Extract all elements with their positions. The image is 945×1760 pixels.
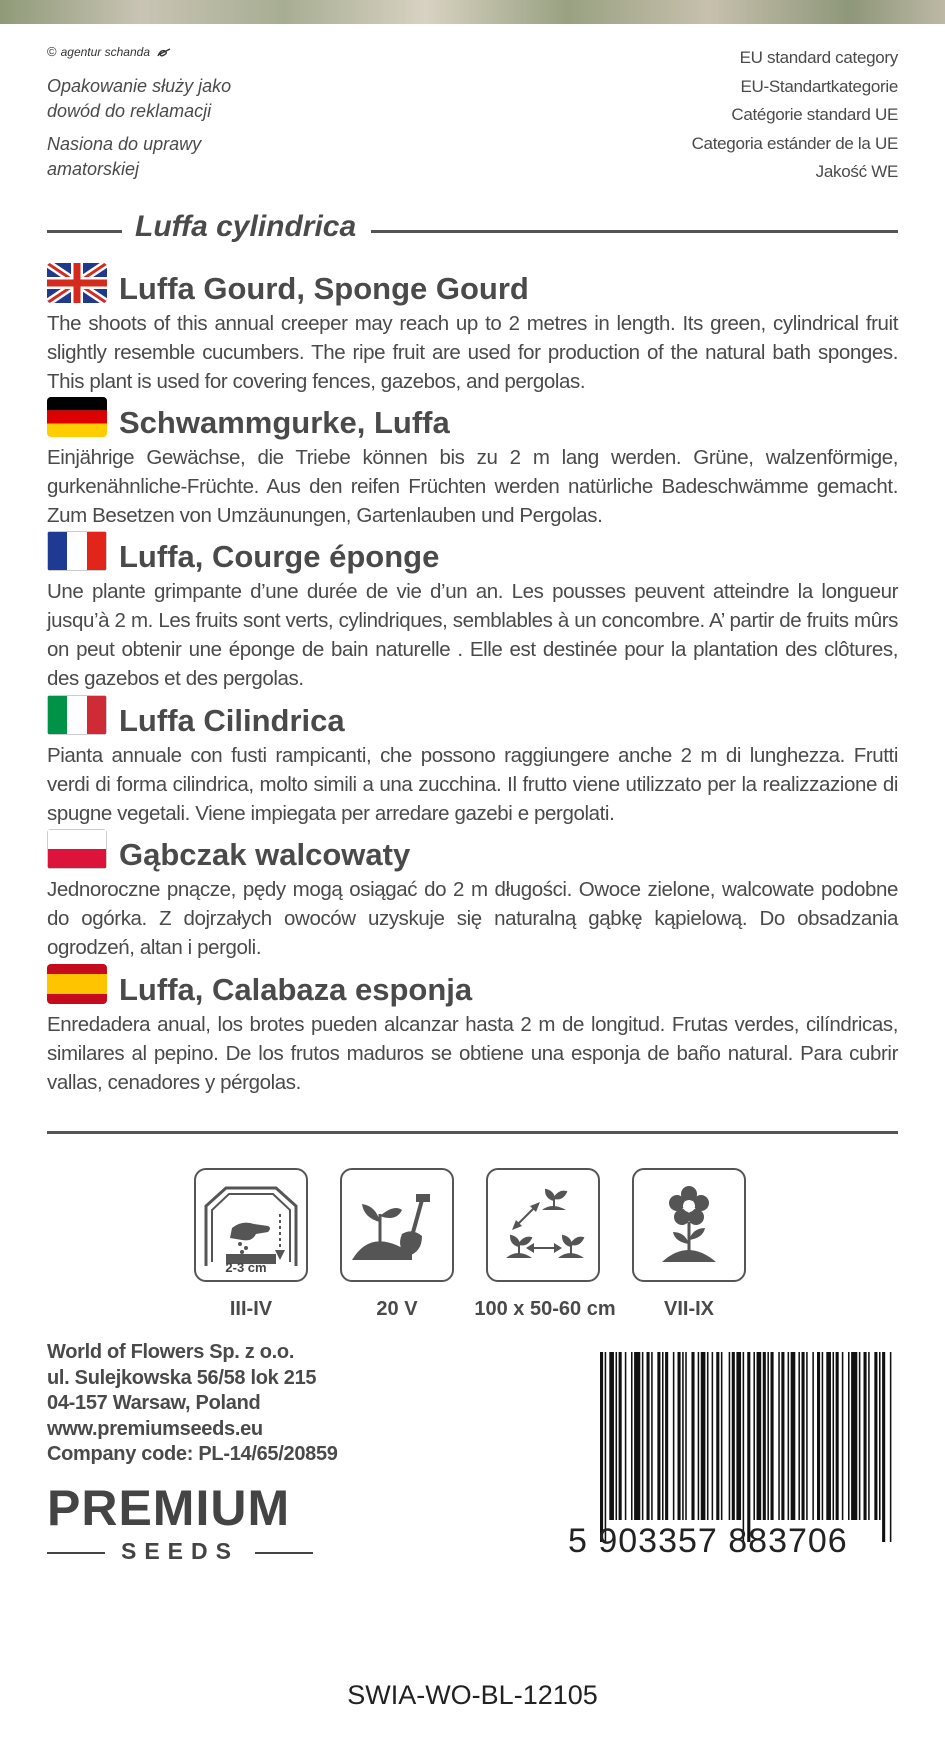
- barcode-bar: [842, 1352, 844, 1520]
- language-title-de: Schwammgurke, Luffa: [119, 405, 450, 440]
- language-body-en: The shoots of this annual creeper may reach up to 2 metres in length. Its green, cylindrical fruit slightly resemble cucumbers. The ripe fruit are used for production of the natural bath sponges. This plant is used for covering fences, gazebos, and pergolas.: [47, 312, 898, 393]
- copyright-symbol: ©: [47, 44, 57, 59]
- france-flag-icon: [47, 531, 107, 571]
- language-section-en: [47, 263, 898, 396]
- barcode-bar: [647, 1352, 650, 1520]
- barcode-bar: [642, 1352, 644, 1520]
- company-code: Company code: PL-14/65/20859: [47, 1443, 338, 1465]
- germany-flag-icon: [47, 397, 107, 437]
- barcode-bar: [698, 1352, 700, 1520]
- barcode-bar: [619, 1352, 622, 1520]
- eu-category-es: Categoria estánder de la UE: [691, 133, 898, 153]
- barcode-bar: [651, 1352, 653, 1520]
- eu-category-pl: Jakość WE: [815, 162, 898, 181]
- divider-line: [371, 230, 898, 233]
- complaint-note: Opakowanie służy jako dowód do reklamacji: [47, 76, 232, 121]
- barcode-bar: [879, 1352, 881, 1520]
- barcode-bar: [657, 1352, 660, 1520]
- logo-line: [255, 1552, 313, 1554]
- language-body-it: Pianta annuale con fusti rampicanti, che possono raggiungere anche 2 m di lunghezza. Frutti verdi di forma cilindrica, molto simili a una zucchina. Il frutto viene utilizzato per la realizzazione di spugne vegetali. Viene impiegata per arredare gazebi e pergolati.: [47, 744, 898, 825]
- copyright-line: [47, 44, 171, 59]
- header-photo-strip: [0, 0, 945, 24]
- brand-sub-text: SEEDS: [121, 1538, 239, 1564]
- barcode-bar: [682, 1352, 684, 1520]
- language-section-de: [47, 397, 898, 530]
- latin-name: Luffa cylindrica: [135, 210, 357, 243]
- barcode-bar: [791, 1352, 796, 1520]
- language-body-es: Enredadera anual, los brotes pueden alcanzar hasta 2 m de longitud. Frutas verdes, cilíndricas, similares al pepino. De los frutos maduros se obtiene una esponja de baño natural. Para cubrir vallas, cenadores y pérgolas.: [47, 1013, 898, 1094]
- barcode-bar: [609, 1352, 614, 1520]
- eu-category-fr: Catégorie standard UE: [731, 105, 898, 124]
- barcode-bar: [822, 1352, 824, 1520]
- barcode-bar: [747, 1352, 750, 1542]
- barcode-bar: [665, 1352, 668, 1520]
- company-name: World of Flowers Sp. z o.o.: [47, 1341, 295, 1363]
- language-body-de: Einjährige Gewächse, die Triebe können bis zu 2 m lang werden. Grüne, walzenförmige, gurkenähnliche-Früchte. Aus den reifen Früchten werden natürliche Badeschwämme gemacht. Zum Besetzen von Umzäunungen, Gartenlauben und Pergolas.: [47, 446, 898, 527]
- barcode-bar: [691, 1352, 694, 1520]
- language-body-pl: Jednoroczne pnącze, pędy mogą osiągać do 2 m długości. Owoce zielone, walcowate podobne do ogórka. Z dojrzałych owoców uzyskuje się naturalną gąbkę kąpielową. Do obsadzania ogrodzeń, altan i pergoli.: [47, 878, 898, 959]
- barcode-bar: [631, 1352, 633, 1520]
- sowing-depth-label: 2-3 cm: [225, 1260, 267, 1275]
- language-section-pl: [47, 829, 898, 962]
- barcode-bar: [707, 1352, 709, 1520]
- language-title-it: Luffa Cilindrica: [119, 703, 345, 738]
- barcode-bar: [859, 1352, 861, 1520]
- barcode-bar: [662, 1352, 664, 1520]
- language-title-es: Luffa, Calabaza esponja: [119, 972, 473, 1007]
- barcode-bar: [833, 1352, 835, 1520]
- barcode-bar: [605, 1352, 607, 1542]
- barcode-bar: [868, 1352, 870, 1520]
- company-address-street: ul. Sulejkowska 56/58 lok 215: [47, 1366, 317, 1389]
- language-title-fr: Luffa, Courge éponge: [119, 539, 440, 574]
- barcode-bar: [753, 1352, 755, 1520]
- plant-spacing-icon: [486, 1168, 600, 1282]
- barcode-bar: [763, 1352, 766, 1520]
- barcode-bar: [890, 1352, 892, 1542]
- barcode-bar: [836, 1352, 839, 1520]
- flowering-period-label: VII-IX: [663, 1298, 714, 1320]
- barcode-bar: [771, 1352, 774, 1520]
- language-title-en: Luffa Gourd, Sponge Gourd: [119, 271, 529, 306]
- company-address-city: 04-157 Warsaw, Poland: [47, 1392, 261, 1414]
- barcode-bar: [757, 1352, 762, 1520]
- barcode-bar: [826, 1352, 831, 1520]
- barcode-bar: [812, 1352, 814, 1520]
- spain-flag-icon: [47, 964, 107, 1004]
- barcode-bar: [732, 1352, 735, 1520]
- barcode-bar: [767, 1352, 769, 1520]
- company-website: www.premiumseeds.eu: [47, 1417, 263, 1440]
- language-section-es: [47, 964, 898, 1097]
- barcode-bar: [673, 1352, 675, 1520]
- barcode-bar: [864, 1352, 867, 1520]
- barcode-bar: [634, 1352, 640, 1520]
- amateur-note: Nasiona do uprawy amatorskiej: [47, 134, 202, 179]
- barcode-bar: [788, 1352, 790, 1520]
- product-code: SWIA-WO-BL-12105: [347, 1680, 598, 1710]
- barcode-bar: [716, 1352, 719, 1520]
- barcode-bar: [721, 1352, 723, 1520]
- eu-category-list: [692, 44, 898, 187]
- barcode-bar: [729, 1352, 731, 1520]
- uk-flag-icon: [47, 263, 107, 303]
- language-section-it: [47, 695, 898, 828]
- language-body-fr: Une plante grimpante d’une durée de vie d’un an. Les pousses peuvent atteindre la longueur jusqu’à 2 m. Les fruits sont verts, cylindriques, semblables à un concombre. A’ partir de fruits mûrs on peut obtenir une éponge de bain naturelle . Elle est destinée pour la plantation des clôtures, des gazebos et des pergolas.: [47, 580, 898, 690]
- barcode-bar: [848, 1352, 850, 1520]
- barcode-bar: [798, 1352, 800, 1520]
- eu-category-de: EU-Standartkategorie: [740, 76, 898, 96]
- spacing-label: 100 x 50-60 cm: [474, 1298, 616, 1320]
- barcode-bar: [806, 1352, 808, 1520]
- barcode-bar: [685, 1352, 687, 1520]
- greenhouse-sowing-icon: [194, 1168, 308, 1282]
- barcode-number: 5 903357 883706: [568, 1522, 848, 1560]
- barcode-bar: [778, 1352, 780, 1520]
- language-section-fr: [47, 531, 898, 693]
- language-title-pl: Gąbczak walcowaty: [119, 837, 411, 872]
- copyright-text: agentur schanda: [60, 45, 150, 59]
- barcode-bar: [678, 1352, 681, 1520]
- barcode-bar: [781, 1352, 784, 1520]
- company-info: [47, 1340, 338, 1468]
- divider-line: [47, 1131, 898, 1134]
- italy-flag-icon: [47, 695, 107, 735]
- sowing-period-label: III-IV: [229, 1298, 273, 1320]
- planting-date-label: 20 V: [376, 1298, 418, 1320]
- barcode-bar: [874, 1352, 877, 1520]
- barcode-bar: [802, 1352, 805, 1520]
- barcode-bar: [736, 1352, 741, 1520]
- left-notes: [47, 74, 267, 190]
- poland-flag-icon: [47, 829, 107, 869]
- barcode-bar: [625, 1352, 627, 1520]
- brand-main-text: PREMIUM: [47, 1480, 291, 1536]
- eu-category-en: EU standard category: [739, 48, 898, 67]
- barcode-bar: [851, 1352, 857, 1520]
- barcode-bar: [743, 1352, 745, 1542]
- divider-line: [47, 230, 122, 233]
- barcode-bar: [712, 1352, 714, 1520]
- planting-shovel-icon: [340, 1168, 454, 1282]
- flowering-icon: [632, 1168, 746, 1282]
- premium-seeds-logo: [47, 1482, 313, 1566]
- barcode-bar: [817, 1352, 820, 1520]
- schanda-logo-icon: [157, 48, 171, 58]
- barcode-bar: [616, 1352, 618, 1520]
- barcode-bar: [600, 1352, 603, 1542]
- barcode-bar: [701, 1352, 706, 1520]
- barcode-bar: [882, 1352, 885, 1542]
- latin-name-row: [47, 206, 898, 243]
